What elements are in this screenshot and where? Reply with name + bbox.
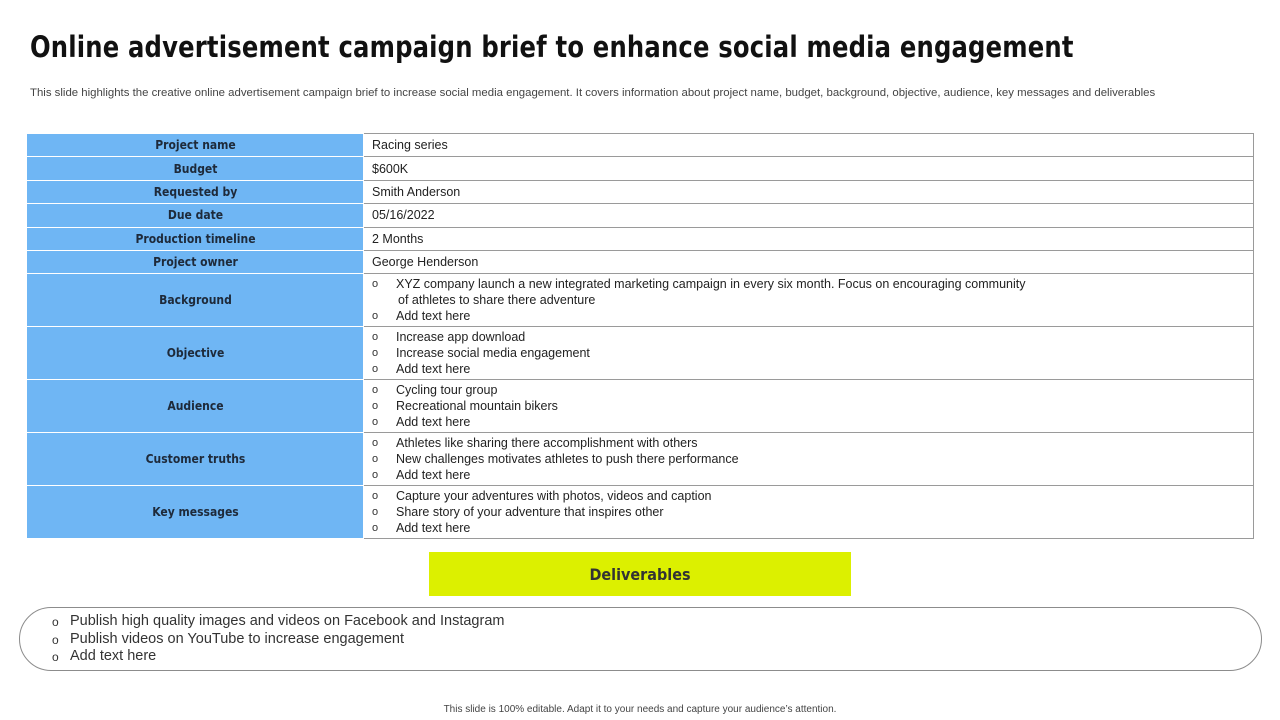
row-label: Production timeline (28, 227, 364, 250)
page-subtitle: This slide highlights the creative online advertisement campaign brief to increase social media engagement. It covers information about project name, budget, background, objective, audience, key messages and deliverables (30, 87, 1156, 99)
list-item: o Capture your adventures with photos, videos and caption (372, 488, 1245, 504)
bullet-list (372, 329, 1245, 377)
table-row-background (28, 274, 1254, 327)
deliverables-list-box (19, 607, 1262, 671)
table-row-objective (28, 327, 1254, 380)
row-label: Background (28, 274, 364, 327)
deliverables-header: Deliverables (429, 552, 851, 596)
table-row-customer-truths (28, 433, 1254, 486)
bullet-list (372, 276, 1245, 324)
list-item: o Recreational mountain bikers (372, 398, 1245, 414)
table-row-requested-by (28, 180, 1254, 203)
row-label: Due date (28, 204, 364, 227)
list-item: o Increase social media engagement (372, 345, 1245, 361)
row-value: 05/16/2022 (364, 204, 1254, 227)
row-value (364, 486, 1254, 539)
footer-note: This slide is 100% editable. Adapt it to your needs and capture your audience’s attention. (443, 704, 837, 715)
table-row-key-messages (28, 486, 1254, 539)
row-value: $600K (364, 157, 1254, 180)
bullet-list (372, 382, 1245, 430)
list-item (372, 276, 1245, 308)
bullet-list (372, 435, 1245, 483)
row-label: Project owner (28, 250, 364, 273)
list-item: o Increase app download (372, 329, 1245, 345)
row-value: Smith Anderson (364, 180, 1254, 203)
row-value: 2 Months (364, 227, 1254, 250)
table-row-project-owner (28, 250, 1254, 273)
list-item: o New challenges motivates athletes to push there performance (372, 451, 1245, 467)
row-label: Requested by (28, 180, 364, 203)
row-label: Objective (28, 327, 364, 380)
campaign-brief-table (27, 133, 1254, 539)
bullet-list (372, 488, 1245, 536)
bullet-list (52, 613, 1261, 666)
list-item: o Add text here (52, 648, 1261, 666)
list-item: o Share story of your adventure that inspires other (372, 504, 1245, 520)
list-item-text: XYZ company launch a new integrated marketing campaign in every six month. Focus on encouraging community (396, 277, 1026, 292)
list-item: o Cycling tour group (372, 382, 1245, 398)
row-label: Budget (28, 157, 364, 180)
list-item: o Publish videos on YouTube to increase engagement (52, 631, 1261, 649)
row-value (364, 433, 1254, 486)
table-row-budget (28, 157, 1254, 180)
list-item: o Publish high quality images and videos on Facebook and Instagram (52, 613, 1261, 631)
row-label: Customer truths (28, 433, 364, 486)
list-item: o Add text here (372, 308, 1245, 324)
row-value (364, 380, 1254, 433)
list-item: o Add text here (372, 414, 1245, 430)
list-item: o Add text here (372, 467, 1245, 483)
row-label: Project name (28, 134, 364, 157)
table-row-project-name (28, 134, 1254, 157)
list-item: o Add text here (372, 520, 1245, 536)
list-item: o Athletes like sharing there accomplishment with others (372, 435, 1245, 451)
row-label: Key messages (28, 486, 364, 539)
table-row-production-timeline (28, 227, 1254, 250)
row-value: George Henderson (364, 250, 1254, 273)
row-value (364, 274, 1254, 327)
table-row-audience (28, 380, 1254, 433)
row-label: Audience (28, 380, 364, 433)
row-value: Racing series (364, 134, 1254, 157)
list-item: o Add text here (372, 361, 1245, 377)
page-title: Online advertisement campaign brief to enhance social media engagement (30, 30, 1074, 64)
row-value (364, 327, 1254, 380)
list-item-text-continued: of athletes to share there adventure (398, 293, 596, 308)
table-row-due-date (28, 204, 1254, 227)
